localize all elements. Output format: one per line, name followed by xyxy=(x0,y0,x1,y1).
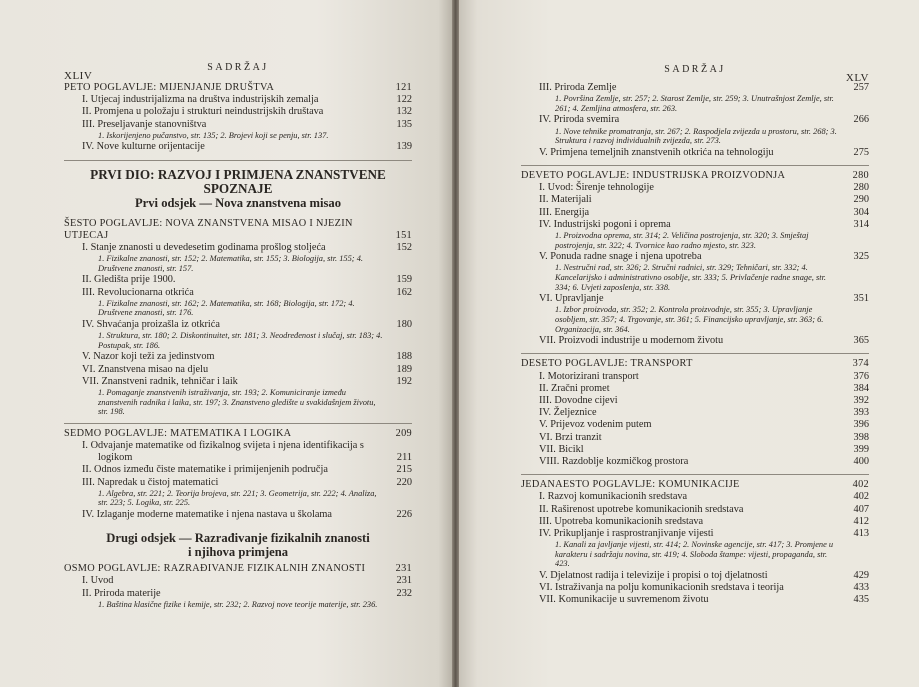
toc-subentries: 1. Fizikalne znanosti, str. 162; 2. Matematika, str. 168; Biologija, str. 172; 4. Društvene znanosti, str. 176. xyxy=(98,298,355,318)
toc-entry: II. Zračni promet 384 xyxy=(539,382,869,394)
toc-subentries: 1. Algebra, str. 221; 2. Teorija brojeva, str. 221; 3. Geometrija, str. 222; 4. Analiza, str. 223; 5. Logika, str. 225. xyxy=(98,488,377,508)
toc-entry: VIII. Razdoblje kozmičkog prostora 400 xyxy=(539,455,869,467)
toc-entry: IV. Shvaćanja proizašla iz otkrića 180 xyxy=(82,319,412,330)
toc-subentries: 1. Kanali za javljanje vijesti, str. 414; 2. Novinske agencije, str. 417; 3. Promjene u karakteru i sadržaju novina, str. 419; 4. Sloboda štampe: vijesti, propaganda, str. 423. xyxy=(555,540,834,569)
book-gutter xyxy=(452,0,459,687)
toc-entry: VII. Bicikl 399 xyxy=(539,443,869,455)
toc-entry: III. Dovodne cijevi 392 xyxy=(539,394,869,406)
toc-subentries: 1. Nestručni rad, str. 326; 2. Stručni radnici, str. 329; Tehničari, str. 332; 4. Kancelarijsko i administrativno osoblje, str. 333; 5. Privlačenje radne snage, str. 334; 6. Uvjeti zaposlenja, str. 338. xyxy=(555,263,827,292)
toc-entry: IV. Izlaganje moderne matematike i njena nastava u školama 226 xyxy=(82,508,412,520)
chapter-11-heading: JEDANAESTO POGLAVLJE: KOMUNIKACIJE 402 xyxy=(521,479,869,491)
header-title: SADRŽAJ xyxy=(664,64,726,75)
toc-entry: III. Napredak u čistoj matematici 220 xyxy=(82,476,412,488)
toc-entry: III. Priroda Zemlje 257 xyxy=(539,82,869,93)
toc-subentries: 1. Struktura, str. 180; 2. Diskontinuitet, str. 181; 3. Neodređenost i slučaj, str. 183; 4. Postupak, str. 186. xyxy=(98,331,383,350)
chapter-9-heading: DEVETO POGLAVLJE: INDUSTRIJSKA PROIZVODNJA 280 xyxy=(521,169,869,181)
left-page xyxy=(0,0,452,687)
page-number: XLV xyxy=(845,72,869,84)
toc-subentries: 1. Pomaganje znanstvenih istraživanja, str. 193; 2. Komuniciranje između znanstvenih radnika i laika, str. 197; 3. Znanstveno gledište u svakidašnjem životu, str. 198. xyxy=(98,388,376,417)
toc-entry: IV. Prikupljanje i rasprostranjivanje vijesti 413 xyxy=(539,528,869,539)
toc-entry: VI. Brzi tranzit 398 xyxy=(539,431,869,443)
divider xyxy=(64,423,412,424)
toc-entry: IV. Nove kulturne orijentacije 139 xyxy=(82,141,412,153)
toc-entry: IV. Željeznice 393 xyxy=(539,407,869,419)
toc-subentries: 1. Izbor proizvoda, str. 352; 2. Kontrola proizvodnje, str. 355; 3. Upravljanje osobljem, str. 357; 4. Trgovanje, str. 361; 5. Financijsko upravljanje, str. 363; 6. Organizacija, str. 364. xyxy=(555,305,824,334)
toc-entry: VII. Proizvodi industrije u modernom životu 365 xyxy=(539,335,869,347)
toc-entry: II. Raširenost upotrebe komunikacionih sredstava 407 xyxy=(539,503,869,515)
toc-entry: I. Utjecaj industrijalizma na društva industrijskih zemalja 122 xyxy=(82,94,412,106)
divider xyxy=(521,165,869,166)
chapter-6-heading: ŠESTO POGLAVLJE: NOVA ZNANSTVENA MISAO I NJEZIN UTJECAJ 151 xyxy=(64,217,412,241)
section-heading: Prvi odsjek — Nova znanstvena misao xyxy=(134,195,342,210)
toc-entry: III. Revolucionarna otkrića 162 xyxy=(82,286,412,298)
chapter-10-heading: DESETO POGLAVLJE: TRANSPORT 374 xyxy=(521,358,869,370)
divider xyxy=(521,474,869,475)
running-header xyxy=(521,64,869,84)
toc-entry: IV. Industrijski pogoni i oprema 314 xyxy=(539,218,869,230)
toc-subentries: 1. Iskorijenjeno pučanstvo, str. 135; 2. Brojevi koji se penju, str. 137. xyxy=(98,130,329,140)
toc-entry: VI. Znanstvena misao na djelu 189 xyxy=(82,363,412,375)
toc-subentries: 1. Fizikalne znanosti, str. 152; 2. Matematika, str. 155; 3. Biologija, str. 155; 4. Društvene znanosti, str. 157. xyxy=(98,254,363,273)
toc-entry: II. Materijali 290 xyxy=(539,194,869,206)
toc-entry: III. Preseljavanje stanovništva 135 xyxy=(82,118,412,130)
toc-entry: I. Razvoj komunikacionih sredstava 402 xyxy=(539,491,869,503)
toc-entry: V. Prijevoz vodenim putem 396 xyxy=(539,419,869,431)
toc-subentries: 1. Proizvodna oprema, str. 314; 2. Veličina postrojenja, str. 320; 3. Smještaj postrojenja, str. 322; 4. Tvornice kao radno mjesto, str. 323. xyxy=(555,231,809,250)
toc-subentries: 1. Površina Zemlje, str. 257; 2. Starost Zemlje, str. 259; 3. Unutrašnjost Zemlje, str. 261; 4. Zemljina atmosfera, str. 263. xyxy=(555,94,834,113)
chapter-8-heading: OSMO POGLAVLJE: RAZRAĐIVANJE FIZIKALNIH ZNANOSTI 231 xyxy=(64,563,412,575)
toc-subentries: 1. Baština klasične fizike i kemije, str. 232; 2. Razvoj nove teorije materije, str. 236. xyxy=(98,599,378,609)
divider xyxy=(521,353,869,354)
toc-entry: III. Upotreba komunikacionih sredstava 412 xyxy=(539,515,869,527)
chapter-7-heading: SEDMO POGLAVLJE: MATEMATIKA I LOGIKA 209 xyxy=(64,427,412,439)
toc-entry: I. Odvajanje matematike od fizikalnog svijeta i njena identifikacija s logikom 211 xyxy=(82,439,412,464)
toc-entry: VI. Upravljanje 351 xyxy=(539,293,869,305)
toc-entry: II. Priroda materije 232 xyxy=(82,587,412,599)
toc-entry: I. Uvod: Širenje tehnologije 280 xyxy=(539,182,869,194)
toc-entry: I. Uvod 231 xyxy=(82,575,412,587)
toc-entry: V. Djelatnost radija i televizije i propisi o toj djelatnosti 429 xyxy=(539,569,869,581)
toc-entry: VII. Znanstveni radnik, tehničar i laik 192 xyxy=(82,375,412,387)
toc-entry: II. Odnos između čiste matematike i primijenjenih područja 215 xyxy=(82,464,412,476)
section-heading-cont: i njihova primjena xyxy=(187,545,289,560)
toc-entry: I. Stanje znanosti u devedesetim godinama prošlog stoljeća 152 xyxy=(82,242,412,254)
toc-entry: VII. Komunikacije u suvremenom životu 435 xyxy=(539,594,869,606)
toc-entry: V. Primjena temeljnih znanstvenih otkrića na tehnologiju 275 xyxy=(539,146,869,158)
toc-entry: VI. Istraživanja na polju komunikacionih sredstava i teorija 433 xyxy=(539,582,869,594)
toc-entry: III. Energija 304 xyxy=(539,206,869,218)
section-heading: Drugi odsjek — Razrađivanje fizikalnih znanosti xyxy=(106,531,370,546)
toc-entry: IV. Priroda svemira 266 xyxy=(539,114,869,126)
header-title: SADRŽAJ xyxy=(207,62,269,73)
toc-entry: V. Nazor koji teži za jedinstvom 188 xyxy=(82,351,412,363)
chapter-5-heading: PETO POGLAVLJE: MIJENJANJE DRUŠTVA 121 xyxy=(64,82,412,93)
part-heading: PRVI DIO: RAZVOJ I PRIMJENA ZNANSTVENE SPOZNAJE xyxy=(90,166,386,196)
page-number: XLIV xyxy=(64,70,93,82)
toc-entry: II. Promjena u položaju i strukturi neindustrijskih društava 132 xyxy=(82,106,412,118)
right-page xyxy=(459,0,919,687)
toc-entry: V. Ponuda radne snage i njena upotreba 325 xyxy=(539,251,869,263)
toc-entry: II. Gledišta prije 1900. 159 xyxy=(82,274,412,286)
toc-subentries: 1. Nove tehnike promatranja, str. 267; 2. Raspodjela zvijezda u prostoru, str. 268; 3. Struktura i razvoj individualnih zvijezda, str. 273. xyxy=(555,126,837,146)
running-header xyxy=(64,62,412,82)
toc-entry: I. Motorizirani transport 376 xyxy=(539,370,869,382)
